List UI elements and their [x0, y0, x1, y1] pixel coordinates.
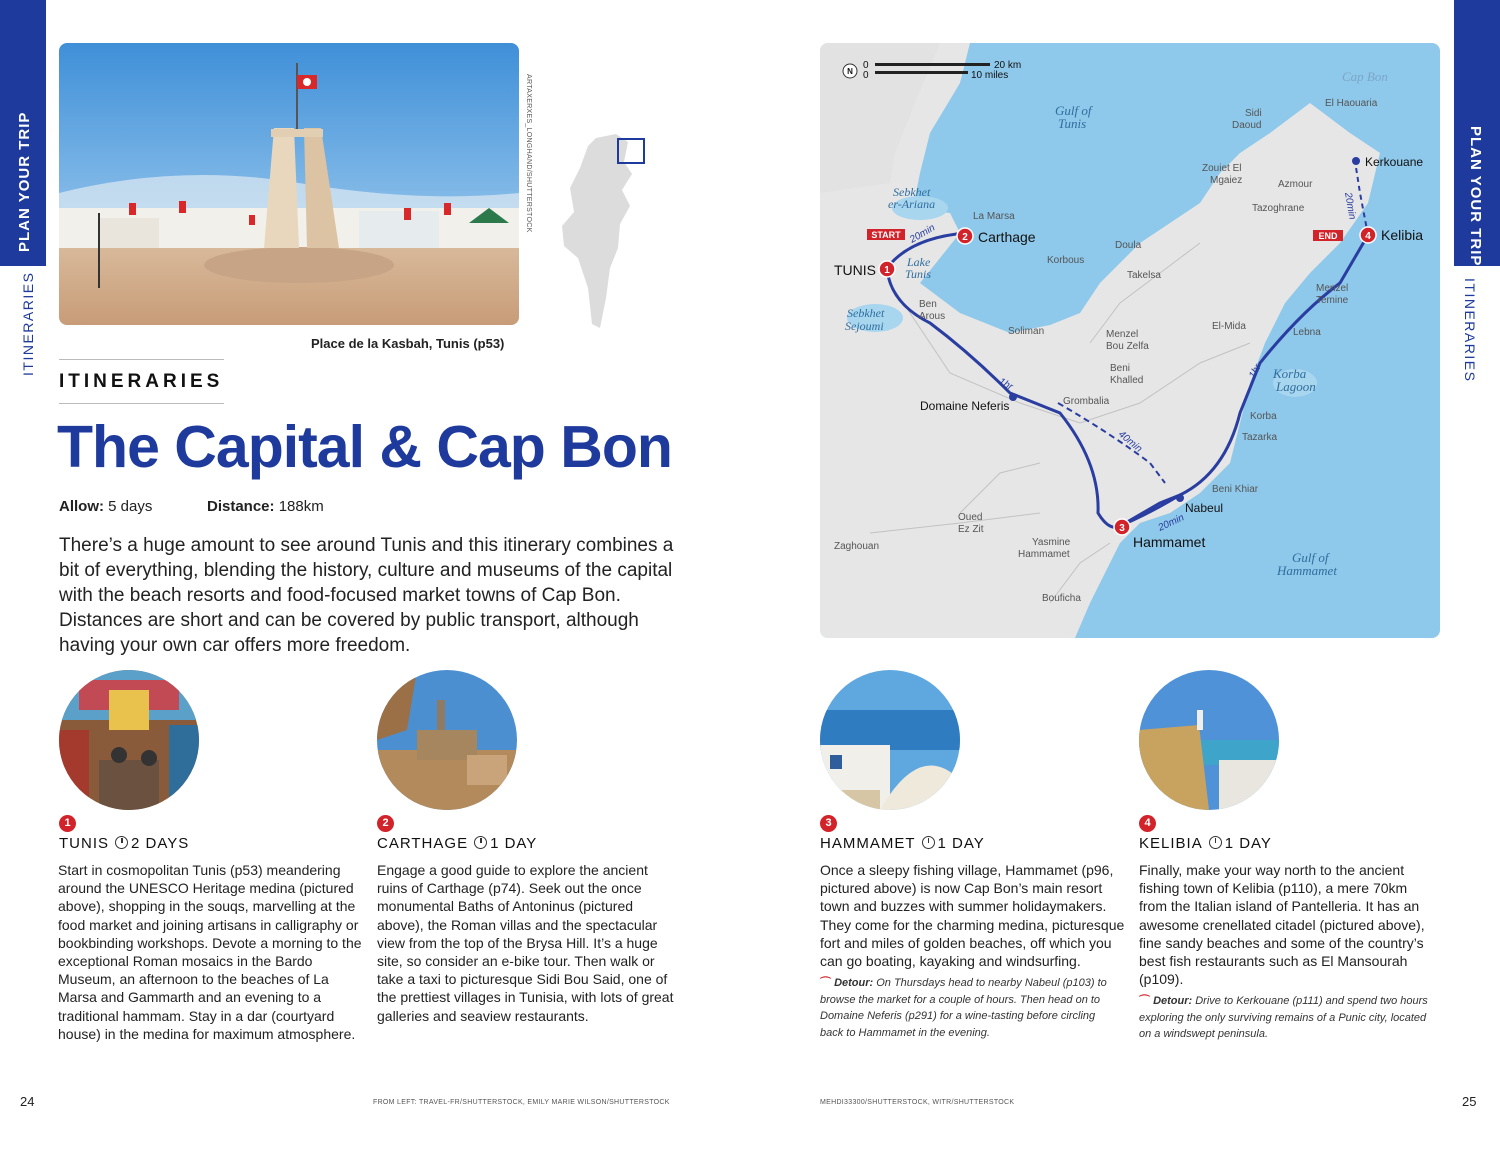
stop-duration: 1 DAY: [490, 835, 538, 852]
water-label: Lake: [907, 255, 931, 269]
place-label: Daoud: [1232, 120, 1262, 131]
photo-credits-left: FROM LEFT: TRAVEL-FR/SHUTTERSTOCK, EMILY MARIE WILSON/SHUTTERSTOCK: [373, 1099, 670, 1106]
place-label: Takelsa: [1127, 270, 1161, 281]
water-label: Lagoon: [1276, 379, 1316, 394]
place-label: Hammamet: [1018, 549, 1070, 560]
start-tag: START: [871, 230, 901, 240]
stop-heading: [820, 835, 985, 852]
stop-name: TUNIS: [59, 835, 109, 852]
page-number-left: 24: [20, 1094, 35, 1109]
map-stop-marker: 4: [1365, 231, 1371, 242]
detour-label: Detour:: [834, 977, 874, 989]
leg-duration: 40min: [1116, 428, 1145, 455]
stop-description: Engage a good guide to explore the ancient ruins of Carthage (p74). Seek out the once monumental Baths of Antoninus (pictured above), the Roman villas and the spectacular view from the top of the Brysa Hill. It’s a huge site, so consider an e-bike tour. Then walk or take a taxi to picturesque Sidi Bou Said, one of the prettiest villages in Tunisia, with lots of great galleries and seaview restaurants.: [377, 862, 674, 1024]
page-title: The Capital & Cap Bon: [57, 414, 672, 480]
place-label: Menzel: [1106, 329, 1139, 340]
water-label: Korba: [1273, 366, 1307, 381]
detour-text: Drive to Kerkouane (p111) and spend two hours exploring the only surviving remains of a Punic city, located on a windswept peninsula.: [1139, 995, 1428, 1040]
leg-duration: 1hr: [996, 376, 1015, 393]
tunis-medina-photo: [59, 670, 199, 810]
photo-caption: Place de la Kasbah, Tunis (p53): [311, 336, 505, 351]
detour-icon: ⌒: [1139, 995, 1150, 1007]
stop-description: Once a sleepy fishing village, Hammamet (p96, pictured above) is now Cap Bon’s main resort town and buzzes with summer holidaymakers. They come for the charming medina, picturesque fort and miles of golden beaches, off which you can go boating, kayaking and windsurfing.: [820, 862, 1125, 970]
stop-name: HAMMAMET: [820, 835, 916, 852]
distance-value: 188km: [278, 498, 324, 515]
end-tag: END: [1318, 231, 1338, 241]
map-stop-marker: 2: [962, 232, 968, 243]
leg-duration: 20min: [908, 222, 938, 246]
stop-duration: 1 DAY: [937, 835, 985, 852]
stop-name: CARTHAGE: [377, 835, 469, 852]
kasbah-photo: [59, 43, 519, 325]
scale-mi: 10 miles: [971, 70, 1009, 81]
left-tab-label: PLAN YOUR TRIP: [16, 111, 33, 252]
stop-heading: [377, 835, 537, 852]
scale-zero-km: 0: [863, 60, 869, 71]
stop-description: Finally, make your way north to the ancient fishing town of Kelibia (p110), a mere 70km from the Italian island of Pantelleria. It has an awesome crenellated citadel (pictured above), fine sandy beaches and some of the country’s best fish restaurants such as El Mansourah (p109).: [1139, 862, 1425, 988]
water-label: er-Ariana: [888, 197, 936, 211]
map-stop-label: Kelibia: [1381, 227, 1424, 243]
stop-number-badge: 2: [377, 815, 394, 832]
place-label: Tazarka: [1242, 432, 1278, 443]
water-label: Tunis: [905, 267, 932, 281]
water-label: Sejoumi: [845, 319, 884, 333]
place-label: Arous: [919, 311, 946, 322]
stop-duration: 2 DAYS: [131, 835, 190, 852]
map-stop-label: Hammamet: [1133, 534, 1206, 550]
place-label: Grombalia: [1063, 396, 1110, 407]
place-label: Yasmine: [1032, 537, 1071, 548]
kelibia-citadel-photo: [1139, 670, 1279, 810]
leg-duration: 20min: [1156, 512, 1186, 534]
detour-note: [820, 975, 1120, 1041]
place-label: Sidi: [1245, 108, 1262, 119]
water-label: Sebkhet: [847, 306, 885, 320]
map-stop-label: Carthage: [978, 229, 1036, 245]
photo-credit: ARTAXERXES_LONGHAND/SHUTTERSTOCK: [525, 74, 532, 233]
distance-info: [207, 498, 324, 515]
kicker-rule-top: [59, 359, 224, 360]
map-stop-label: TUNIS: [834, 262, 876, 278]
distance-label: Distance:: [207, 498, 275, 515]
map-stop-label: Nabeul: [1185, 501, 1224, 515]
detour-label: Detour:: [1153, 995, 1193, 1007]
place-label: Zaghouan: [834, 541, 880, 552]
detour-note: [1139, 993, 1439, 1043]
stop-heading: [59, 835, 189, 852]
place-label: Bou Zelfa: [1106, 341, 1149, 352]
leg-duration: 20min: [1342, 191, 1358, 221]
water-label: Sebkhet: [893, 185, 931, 199]
right-tab-label: PLAN YOUR TRIP: [1467, 126, 1484, 267]
map-compass: N: [847, 67, 853, 76]
stop-number-badge: 4: [1139, 815, 1156, 832]
page-number-right: 25: [1462, 1094, 1477, 1109]
place-label: Zouiet El: [1202, 163, 1242, 174]
place-label: Korba: [1250, 411, 1277, 422]
right-section-label: ITINERARIES: [1462, 278, 1478, 383]
hammamet-photo: [820, 670, 960, 810]
place-label: El Haouaria: [1325, 98, 1378, 109]
allow-value: 5 days: [108, 498, 153, 515]
place-label: Beni: [1110, 363, 1131, 374]
allow-label: Allow:: [59, 498, 104, 515]
section-kicker: ITINERARIES: [59, 371, 224, 392]
stop-duration: 1 DAY: [1224, 835, 1272, 852]
kicker-rule-bottom: [59, 403, 224, 404]
tunisia-locator-map: [558, 128, 658, 332]
place-label: Bouficha: [1042, 593, 1081, 604]
scale-zero-mi: 0: [863, 70, 869, 81]
place-label: Menzel: [1316, 283, 1349, 294]
allow-info: [59, 498, 152, 515]
water-label: Tunis: [1058, 116, 1087, 131]
map-stop-marker: 3: [1119, 523, 1125, 534]
place-label: Khalled: [1110, 375, 1144, 386]
detour-icon: ⌒: [820, 977, 831, 989]
stop-number-badge: 3: [820, 815, 837, 832]
water-label: Gulf of: [1055, 103, 1092, 118]
stopwatch-icon: [922, 836, 935, 849]
stopwatch-icon: [474, 836, 487, 849]
stop-heading: [1139, 835, 1272, 852]
place-label: Azmour: [1278, 179, 1313, 190]
water-label: Gulf of: [1292, 550, 1329, 565]
stopwatch-icon: [1209, 836, 1222, 849]
place-label: Lebna: [1293, 327, 1321, 338]
place-label: Temine: [1316, 295, 1349, 306]
leg-duration: 1hr: [1247, 362, 1264, 381]
place-label: El-Mida: [1212, 321, 1246, 332]
place-label: Mgaiez: [1210, 175, 1243, 186]
carthage-ruins-photo: [377, 670, 517, 810]
map-stop-label: Kerkouane: [1365, 155, 1424, 169]
stopwatch-icon: [115, 836, 128, 849]
water-label: Hammamet: [1277, 563, 1337, 578]
place-label: La Marsa: [973, 211, 1015, 222]
detour-text: On Thursdays head to nearby Nabeul (p103) to browse the market for a couple of hours. Then head on to Domaine Neferis (p291) for a wine-tasting before circling back to Hammamet in the evening.: [820, 977, 1107, 1039]
stop-name: KELIBIA: [1139, 835, 1203, 852]
place-label: Oued: [958, 512, 983, 523]
water-label: Cap Bon: [1342, 69, 1388, 84]
place-label: Korbous: [1047, 255, 1085, 266]
scale-km: 20 km: [994, 60, 1022, 71]
map-stop-marker: 1: [884, 265, 890, 276]
stop-number-badge: 1: [59, 815, 76, 832]
route-map: [820, 43, 1440, 638]
intro-paragraph: There’s a huge amount to see around Tunis and this itinerary combines a bit of everything, blending the history, culture and museums of the capital with the beach resorts and food-focused market towns of Cap Bon. Distances are short and can be covered by public transport, although having your own car offers more freedom.: [59, 535, 674, 656]
place-label: Doula: [1115, 240, 1142, 251]
left-section-label: ITINERARIES: [20, 271, 36, 376]
place-label: Beni Khiar: [1212, 484, 1259, 495]
place-label: Ez Zit: [958, 524, 984, 535]
place-label: Soliman: [1008, 326, 1045, 337]
place-label: Tazoghrane: [1252, 203, 1305, 214]
place-label: Ben: [919, 299, 937, 310]
photo-credits-right: MEHDI33300/SHUTTERSTOCK, WITR/SHUTTERSTOCK: [820, 1099, 1015, 1106]
map-stop-label: Domaine Neferis: [920, 399, 1010, 413]
stop-description: Start in cosmopolitan Tunis (p53) meandering around the UNESCO Heritage medina (pictured above), shopping in the souqs, marvelling at the food market and joining artisans in calligraphy or bookbinding workshops. Devote a morning to the exceptional Roman mosaics in the Bardo Museum, an afternoon to the beaches of La Marsa and Gammarth and an evening to a traditional hammam. Stay in a dar (courtyard house) in the medina for maximum atmosphere.: [58, 862, 362, 1042]
